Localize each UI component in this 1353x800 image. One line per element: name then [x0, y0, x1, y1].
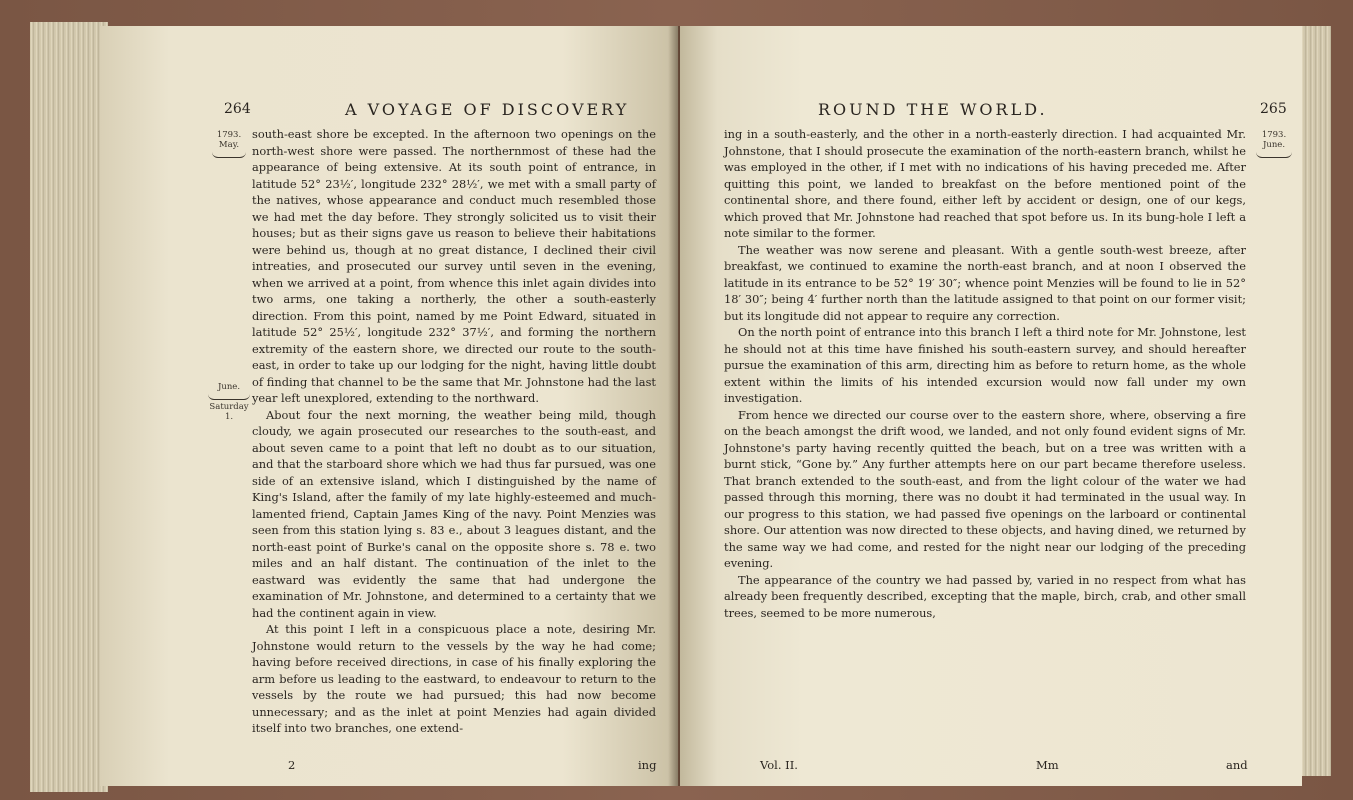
paragraph: The weather was now serene and pleasant. With a gentle south-west breeze, after breakfast, we continued to examine the north-east branch, and at noon I observed the latitude in its entrance to be 52° 19′ 30″; whence point Menzies will be found to lie in 52° 18′ 30″; being 4′ further north than the latitude assigned to that point on our former visit; but its longitude did not appear to require any correction. — [724, 242, 1246, 323]
right-signature: Mm — [1036, 758, 1059, 772]
left-page-body — [252, 126, 656, 737]
margin-day: Saturday 1. — [209, 402, 249, 422]
right-running-head: ROUND THE WORLD. — [818, 100, 1048, 119]
paragraph: At this point I left in a conspicuous place a note, desiring Mr. Johnstone would return to the vessels by the way he had come; having before received directions, in case of his finally exploring the arm before us leading to the eastward, to endeavour to return to the vessels by the route we had pursued; this had now become unnecessary; and as the inlet at point Menzies had again divided itself into two branches, one extend- — [252, 622, 656, 735]
right-catchword: and — [1226, 758, 1248, 772]
left-margin-note-date — [212, 130, 246, 158]
paragraph: The appearance of the country we had passed by, varied in no respect from what has already been frequently described, excepting that the maple, birch, crab, and other small trees, seemed to be more numerous, — [724, 572, 1246, 620]
right-page-number: 265 — [1260, 101, 1287, 117]
left-margin-note-june — [208, 382, 250, 422]
paragraph: south-east shore be excepted. In the afternoon two openings on the north-west shore were passed. The northernmost of these had the appearance of being extensive. At its south point of entrance, in latitude 52° 23½′, longitude 232° 28½′, we met with a small party of the natives, whose appearance and conduct much resembled those we had met the day before. They strongly solicited us to visit their houses; but as their signs gave us reason to believe their habitations were behind us, though at no great distance, I declined their civil intreaties, and prosecuted our survey until seven in the evening, when we arrived at a point, from whence this inlet again divides into two arms, one taking a northerly, the other a south-easterly direction. From this point, named by me Point Edward, situated in latitude 52° 25½′, longitude 232° 37½′, and forming the northern extremity of the eastern shore, we directed our route to the south-east, in order to take up our lodging for the night, having little doubt of finding that channel to be the same that Mr. Johnstone had the last year left unexplored, extending to the northward. — [252, 127, 656, 405]
margin-month: May. — [218, 140, 240, 150]
left-catchword: ing — [638, 758, 657, 772]
margin-brace — [1256, 151, 1292, 158]
margin-year: 1793. — [1261, 130, 1287, 140]
left-signature: 2 — [288, 758, 296, 772]
left-page — [100, 26, 678, 786]
left-page-number: 264 — [224, 101, 251, 117]
right-page-body — [724, 126, 1246, 621]
margin-year: 1793. — [216, 130, 242, 140]
page-edges-left — [30, 22, 108, 792]
paragraph: From hence we directed our course over to the eastern shore, where, observing a fire on the beach amongst the drift wood, we landed, and not only found evident signs of Mr. Johnstone's party having recently quitted the beach, but on a tree was written with a burnt stick, “Gone by.” Any further attempts here on our part became therefore useless. That branch extended to the south-east, and from the light colour of the water we had passed through this morning, there was no doubt it had terminated in the usual way. In our progress to this station, we had passed five openings on the larboard or continental shore. Our attention was now directed to these objects, and having dined, we returned by the same way we had come, and rested for the night near our lodging of the preceding evening. — [724, 407, 1246, 570]
right-margin-note-date — [1256, 130, 1292, 158]
margin-month: June. — [1262, 140, 1286, 150]
paragraph: On the north point of entrance into this branch I left a third note for Mr. Johnstone, lest he should not at this time have finished his south-eastern survey, and should hereafter pursue the examination of this arm, directing him as before to return home, as the whole extent within the limits of his intended excursion would now fall under my own investigation. — [724, 325, 1246, 405]
paragraph: About four the next morning, the weather being mild, though cloudy, we again prosecuted our researches to the south-east, and about seven came to a point that left no doubt as to our situation, and that the starboard shore which we had thus far pursued, was one side of an extensive island, which I distinguished by the name of King's Island, after the family of my late highly-esteemed and much-lamented friend, Captain James King of the navy. Point Menzies was seen from this station lying s. 83 e., about 3 leagues distant, and the north-east point of Burke's canal on the opposite shore s. 78 e. two miles and an half distant. The continuation of the inlet to the eastward was evidently the same that had undergone the examination of Mr. Johnstone, and determined to a certainty that we had the continent again in view. — [252, 407, 656, 620]
paragraph: ing in a south-easterly, and the other in a north-easterly direction. I had acquainted Mr. Johnstone, that I should prosecute the examination of the north-eastern branch, whilst he was employed in the other, if I met with no indications of his having preceded me. After quitting this point, we landed to breakfast on the before mentioned point of the continental shore, and there found, either left by accident or design, one of our kegs, which proved that Mr. Johnstone had reached that spot before us. In its bung-hole I left a note similar to the former. — [724, 127, 1246, 240]
margin-month: June. — [217, 382, 241, 392]
left-running-head: A VOYAGE OF DISCOVERY — [345, 100, 630, 119]
right-page — [680, 26, 1302, 786]
margin-brace — [208, 393, 250, 400]
margin-brace — [212, 151, 246, 158]
right-volume: Vol. II. — [760, 758, 798, 772]
